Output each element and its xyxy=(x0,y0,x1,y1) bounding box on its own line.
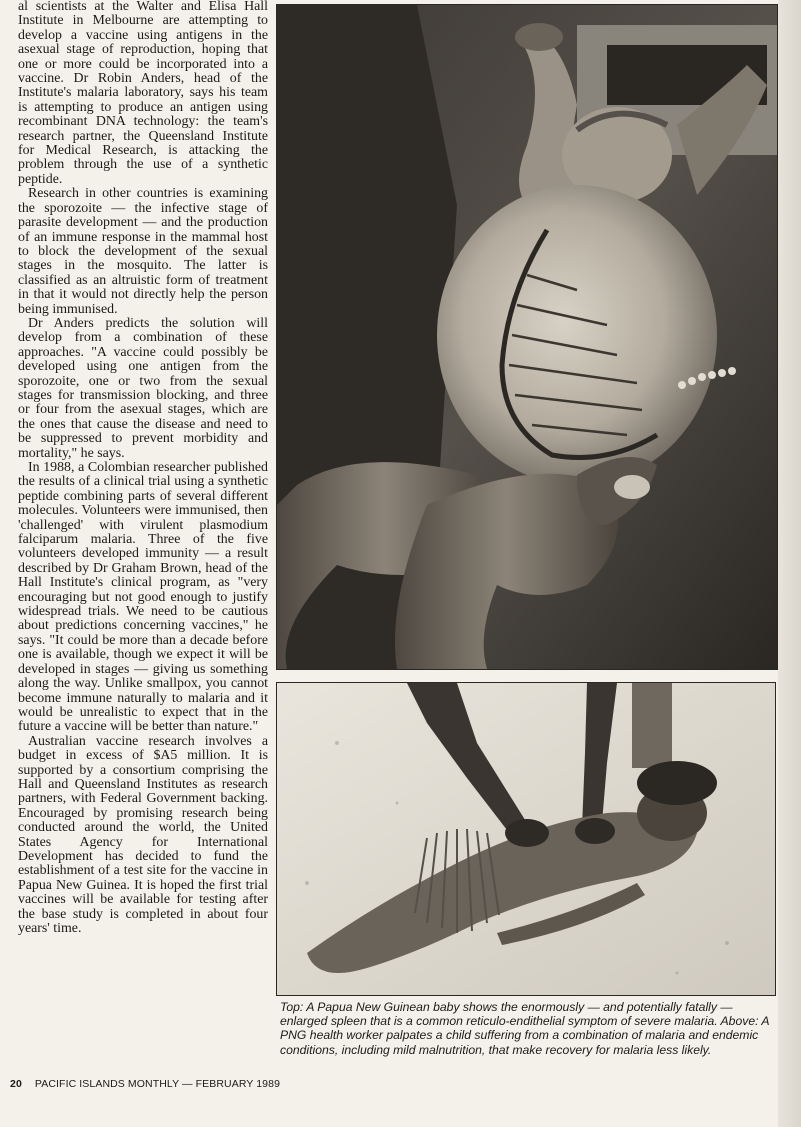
photo-bottom-drawing xyxy=(277,683,775,995)
article-paragraph-5: Australian vaccine research involves a budget in excess of $A5 million. It is supported by a consortium comprising the Hall and Queensland Institutes as research partners, with Federal Government backing. Encouraged by promising research being conducted around the world, the United States Agency for International Development has decided to fund the establishment of a test site for the vaccine in Papua New Guinea. It is hoped the first trial vaccines will be available for testing after the base study is completed in about four years' time. xyxy=(18,733,268,936)
page-edge-shadow xyxy=(778,0,801,1127)
article-paragraph-1: al scientists at the Walter and Elisa Hall Institute in Melbourne are attempting to develop a vaccine using antigens in the asexual stage of reproduction, hoping that one or more could be incorporated into a vaccine. Dr Robin Anders, head of the Institute's malaria laboratory, says his team is attempting to produce an antigen using recombinant DNA technology: the team's research partner, the Queensland Institute for Medical Research, is attacking the problem through the use of a synthetic peptide. xyxy=(18,0,268,187)
article-paragraph-2: Research in other countries is examining the sporozoite — the infective stage of parasite development — and the production of an immune response in the mammal host to block the development of the sexual stages in the mosquito. The latter is classified as an altruistic form of treatment in that it would not directly help the person being immunised. xyxy=(18,186,268,317)
article-paragraph-4: In 1988, a Colombian researcher published the results of a clinical trial using a synthetic peptide combining parts of several different molecules. Volunteers were immunised, then 'challenged' with virulent plasmodium falciparum malaria. Three of the five volunteers developed immunity — a result described by Dr Graham Brown, head of the Hall Institute's clinical program, as "very encouraging but not good enough to justify widespread trials. We need to be cautious about predictions concerning vaccines," he says. "It could be more than a decade before one is available, though we expect it will be developed in stages — giving us something along the way. Unlike smallpox, you cannot become immune naturally to malaria and it would be unrealistic to expect that in the future a vaccine will be better than nature." xyxy=(18,460,268,735)
photo-health-worker-palpating-child xyxy=(276,682,776,996)
article-paragraph-3: Dr Anders predicts the solution will develop from a combination of these approaches. "A vaccine could possibly be developed using one antigen from the sporozoite, one or two from the sexual stages for transmission blocking, and three or four from the asexual stages, which are the ones that cause the disease and need to be suppressed to prevent morbidity and mortality," he says. xyxy=(18,315,268,461)
page-number: 20 xyxy=(10,1078,22,1090)
photo-top-drawing xyxy=(277,5,777,669)
publication-line: PACIFIC ISLANDS MONTHLY — FEBRUARY 1989 xyxy=(34,1078,281,1090)
photo-caption: Top: A Papua New Guinean baby shows the enormously — and potentially fatally — enlarged spleen that is a common reticulo-endithelial symptom of severe malaria. Above: A PNG health worker palpates a child suffering from a combination of malaria and endemic conditions, including mild malnutrition, that make recovery for malaria less likely. xyxy=(280,1000,770,1057)
page-footer xyxy=(10,1078,290,1090)
article-body xyxy=(18,0,268,936)
photo-baby-enlarged-spleen xyxy=(276,4,778,670)
